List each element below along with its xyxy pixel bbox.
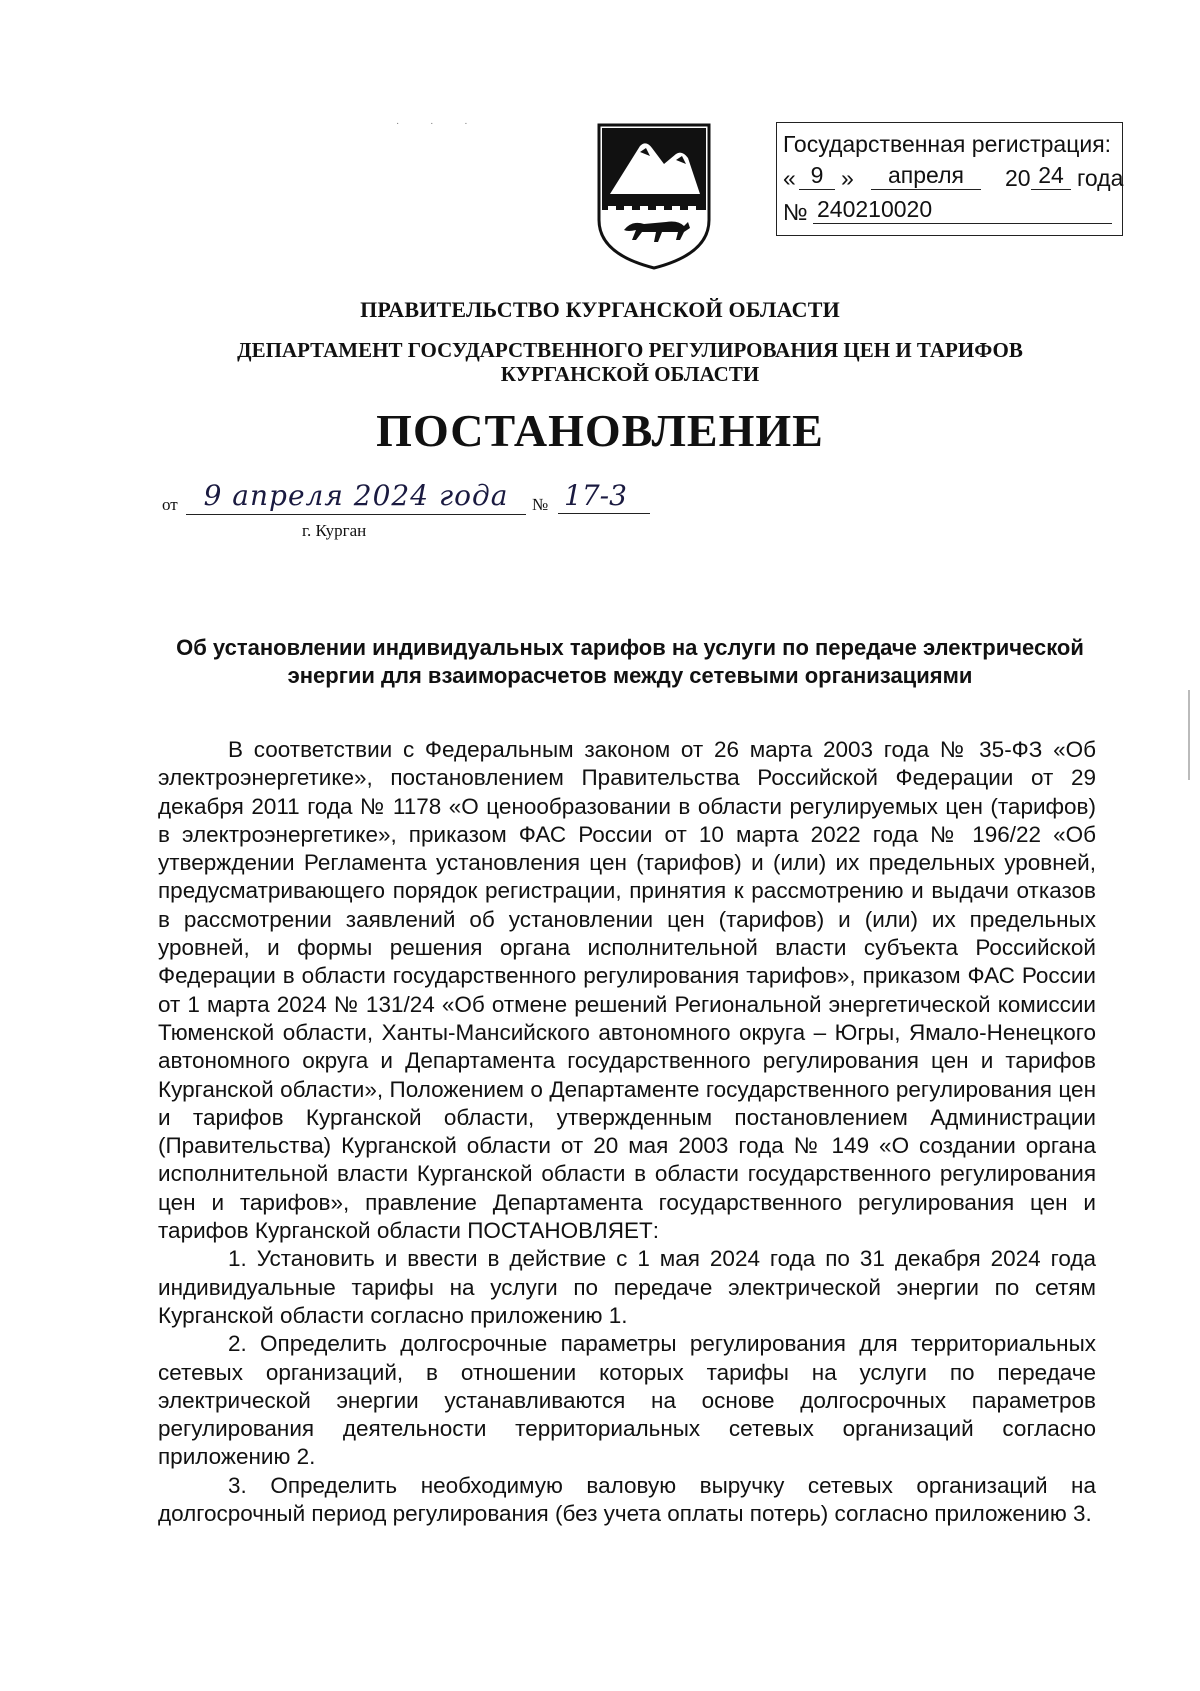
registration-number: 240210020 <box>813 195 1112 224</box>
city-label: г. Курган <box>302 521 367 540</box>
registration-title: Государственная регистрация: <box>783 131 1112 157</box>
scan-edge-mark <box>1188 690 1190 780</box>
list-item: 3. Определить необходимую валовую выручку сетевых организаций на долгосрочный период регулирования (без учета оплаты потерь) согласно приложению 3. <box>158 1472 1096 1527</box>
registration-month: апреля <box>871 161 981 190</box>
registration-date-row <box>783 161 1122 195</box>
list-item: 1. Установить и ввести в действие с 1 мая 2024 года по 31 декабря 2024 года индивидуальные тарифы на услуги по передаче электрической энергии по сетям Курганской области согласно приложению 1. <box>158 1246 1096 1328</box>
date-from-label: от <box>162 495 178 514</box>
number-label: № <box>532 495 549 514</box>
state-registration-box <box>776 122 1123 236</box>
quote-close: » <box>841 165 854 191</box>
handwritten-date: 9 апреля 2024 года <box>186 478 526 515</box>
registration-title-row <box>783 127 1122 161</box>
registration-day: 9 <box>799 161 835 190</box>
document-subject: Об установлении индивидуальных тарифов на услуги по передаче электрической энергии для взаиморасчетов между сетевыми организациями <box>176 635 1084 688</box>
list-item: 2. Определить долгосрочные параметры регулирования для территориальных сетевых организаций, в отношении которых тарифы на услуги по передаче электрической энергии устанавливаются на основе долгосрочных параметров регулирования деятельности территориальных сетевых организаций согласно приложению 2. <box>158 1331 1096 1470</box>
handwritten-number: 17-3 <box>558 478 650 514</box>
resolves-word: ПОСТАНОВЛЯЕТ: <box>467 1218 659 1244</box>
quote-open: « <box>783 165 796 191</box>
document-type-title: ПОСТАНОВЛЕНИЕ <box>376 405 824 456</box>
registration-number-label: № <box>783 199 808 225</box>
registration-year-word: года <box>1077 165 1124 191</box>
document-body <box>158 736 1096 1528</box>
coat-of-arms-icon <box>596 122 712 270</box>
registration-year-suffix: 24 <box>1031 161 1071 190</box>
registration-number-row <box>783 195 1122 229</box>
registration-year-prefix: 20 <box>1005 165 1031 191</box>
scan-noise: · · · <box>396 118 482 129</box>
preamble-text: В соответствии с Федеральным законом от 26 марта 2003 года № 35-ФЗ «Об электроэнергетике», постановлением Правительства Российской Федерации от 29 декабря 2011 года № 1178 «О ценообразовании в области регулируемых цен (тарифов) в электроэнергетике», приказом ФАС России от 10 марта 2022 года № 196/22 «Об утверждении Регламента установления цен (тарифов) и (или) их предельных уровней, предусматривающего порядок регистрации, принятия к рассмотрению и выдачи отказов в рассмотрении заявлений об установлении цен (тарифов) и (или) их предельных уровней, и формы решения органа исполнительной власти субъекта Российской Федерации в области государственного регулирования тарифов», приказом ФАС России от 1 марта 2024 № 131/24 «Об отмене решений Региональной энергетической комиссии Тюменской области, Ханты-Мансийского автономного округа – Югры, Ямало-Ненецкого автономного округа и Департамента государственного регулирования цен и тарифов Курганской области», Положением о Департаменте государственного регулирования цен и тарифов Курганской области, утвержденным постановлением Администрации (Правительства) Курганской области от 20 мая 2003 года № 149 «О создании органа исполнительной власти Курганской области в области государственного регулирования цен и тарифов», правление Департамента государственного регулирования цен и тарифов Курганской области <box>158 737 1096 1244</box>
government-title: ПРАВИТЕЛЬСТВО КУРГАНСКОЙ ОБЛАСТИ <box>360 297 840 322</box>
department-title: ДЕПАРТАМЕНТ ГОСУДАРСТВЕННОГО РЕГУЛИРОВАНИЯ ЦЕН И ТАРИФОВ КУРГАНСКОЙ ОБЛАСТИ <box>237 338 1023 386</box>
preamble-paragraph <box>158 736 1096 1245</box>
